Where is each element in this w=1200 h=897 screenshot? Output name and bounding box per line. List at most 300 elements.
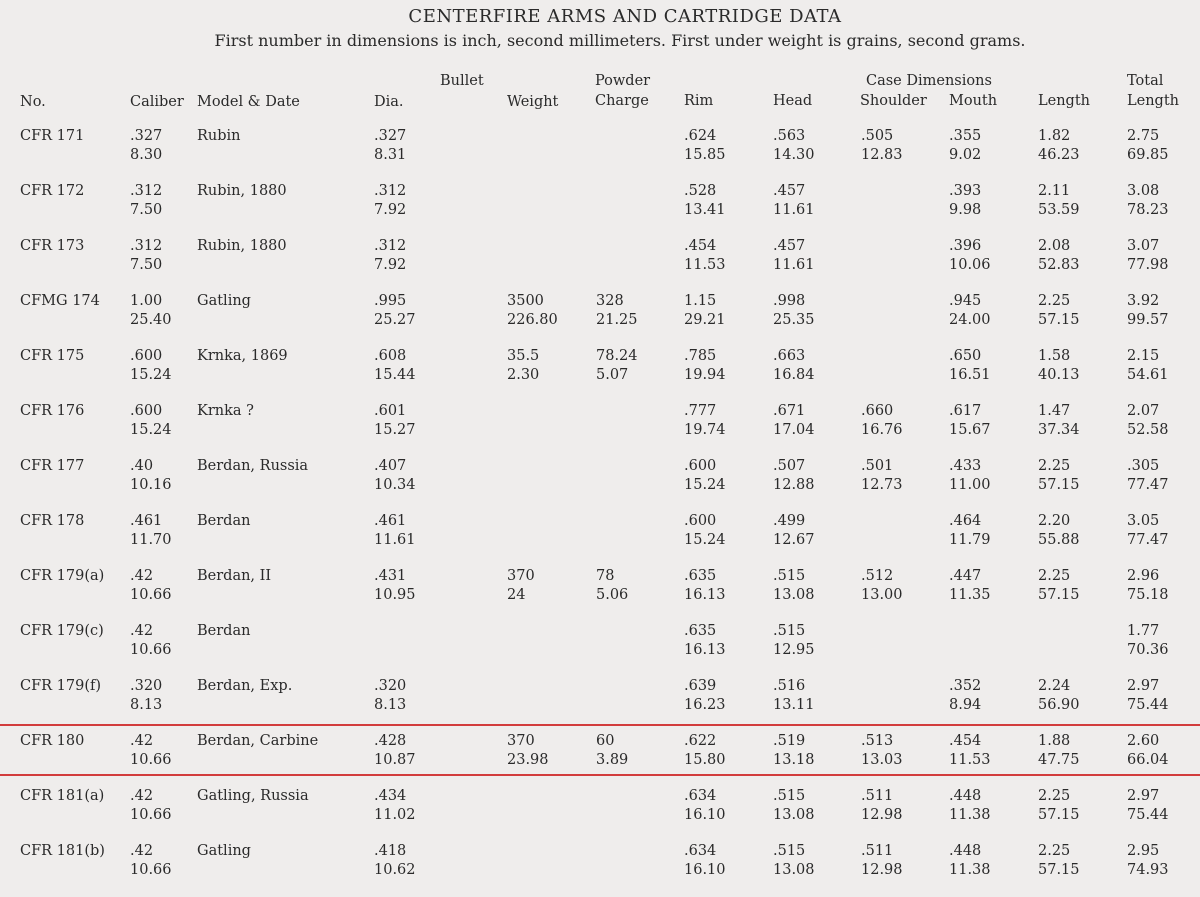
cell-length-metric: 57.15: [1038, 807, 1080, 823]
cell-model-value: Berdan, Exp.: [197, 678, 293, 694]
cell-dia: [374, 182, 406, 220]
cell-no: [20, 677, 101, 696]
cell-mouth: [949, 457, 991, 495]
cell-model-value: Berdan, Carbine: [197, 733, 319, 749]
cell-rim-inch: .639: [684, 678, 717, 694]
cell-dia-metric: 15.27: [374, 422, 416, 438]
cell-length-inch: 1.88: [1038, 733, 1071, 749]
cell-length-inch: 2.20: [1038, 513, 1071, 529]
cell-weight-inch: 3500: [507, 293, 544, 309]
cell-length-inch: 2.25: [1038, 788, 1071, 804]
cell-total-length-inch: 3.08: [1127, 183, 1160, 199]
cell-total-length: [1127, 842, 1169, 880]
cell-shoulder-inch: .511: [861, 843, 894, 859]
cell-length-metric: 47.75: [1038, 752, 1080, 768]
cell-head-inch: .671: [773, 403, 806, 419]
cell-caliber-metric: 15.24: [130, 367, 172, 383]
cell-total-length: [1127, 237, 1169, 275]
cell-mouth-inch: .945: [949, 293, 982, 309]
cell-caliber-inch: .600: [130, 403, 163, 419]
cell-rim: [684, 622, 726, 660]
cell-dia: [374, 457, 416, 495]
cell-powder-charge-inch: 78.24: [596, 348, 638, 364]
cell-total-length: [1127, 457, 1169, 495]
cell-dia-metric: 7.92: [374, 257, 407, 273]
cell-head-inch: .998: [773, 293, 806, 309]
table-row: [0, 787, 1200, 833]
cell-length: [1038, 127, 1080, 165]
cell-caliber: [130, 182, 162, 220]
cell-rim-inch: 1.15: [684, 293, 717, 309]
cell-caliber-inch: .461: [130, 513, 163, 529]
highlight-top-line: [0, 724, 1200, 726]
table-row: [0, 292, 1200, 338]
cell-mouth-metric: 16.51: [949, 367, 991, 383]
cell-total-length-metric: 75.44: [1127, 697, 1169, 713]
cell-mouth-inch: .454: [949, 733, 982, 749]
cell-caliber: [130, 732, 172, 770]
cell-mouth-inch: .448: [949, 843, 982, 859]
cell-rim: [684, 842, 726, 880]
table-row: [0, 127, 1200, 173]
cell-caliber-metric: 10.66: [130, 642, 172, 658]
cell-total-length: [1127, 402, 1169, 440]
cell-rim: [684, 787, 726, 825]
cell-dia-metric: 10.34: [374, 477, 416, 493]
cell-total-length: [1127, 677, 1169, 715]
cell-length: [1038, 402, 1080, 440]
cell-mouth-inch: .355: [949, 128, 982, 144]
cell-mouth-metric: 11.38: [949, 807, 991, 823]
cell-head-inch: .519: [773, 733, 806, 749]
cell-dia-inch: .431: [374, 568, 407, 584]
cell-mouth-metric: 11.53: [949, 752, 991, 768]
cell-head-metric: 13.11: [773, 697, 815, 713]
cell-rim: [684, 402, 726, 440]
cell-model-value: Berdan, II: [197, 568, 272, 584]
cell-total-length-inch: 2.15: [1127, 348, 1160, 364]
cell-total-length: [1127, 182, 1169, 220]
cell-weight-metric: 226.80: [507, 312, 558, 328]
cell-caliber: [130, 512, 172, 550]
cell-rim-metric: 16.13: [684, 642, 726, 658]
cell-caliber-metric: 8.13: [130, 697, 163, 713]
cell-length: [1038, 457, 1080, 495]
cell-head-inch: .516: [773, 678, 806, 694]
cell-no: [20, 787, 104, 806]
cell-model: [197, 347, 288, 366]
cell-caliber-metric: 10.66: [130, 752, 172, 768]
cell-head-metric: 12.95: [773, 642, 815, 658]
table-row: [0, 622, 1200, 668]
cell-no-value: CFR 177: [20, 458, 85, 474]
cell-rim-inch: .624: [684, 128, 717, 144]
cell-head: [773, 182, 815, 220]
cell-caliber-inch: .600: [130, 348, 163, 364]
cell-mouth-metric: 8.94: [949, 697, 982, 713]
cell-caliber-inch: .42: [130, 733, 154, 749]
cell-mouth-inch: .433: [949, 458, 982, 474]
cell-dia-inch: .434: [374, 788, 407, 804]
cell-length: [1038, 512, 1080, 550]
header-shoulder: Shoulder: [860, 93, 927, 109]
cell-no-value: CFR 173: [20, 238, 85, 254]
cell-no-value: CFR 176: [20, 403, 85, 419]
cell-caliber-metric: 10.66: [130, 587, 172, 603]
cell-powder-charge-metric: 5.07: [596, 367, 629, 383]
cell-weight-metric: 24: [507, 587, 526, 603]
cell-rim-metric: 16.13: [684, 587, 726, 603]
cell-rim-metric: 15.24: [684, 532, 726, 548]
table-row: [0, 567, 1200, 613]
cell-head: [773, 512, 815, 550]
cell-no: [20, 622, 104, 641]
cell-length: [1038, 567, 1080, 605]
cell-model-value: Rubin, 1880: [197, 238, 287, 254]
cell-rim: [684, 347, 726, 385]
cell-dia-inch: .461: [374, 513, 407, 529]
cell-length: [1038, 732, 1080, 770]
cell-dia-inch: .312: [374, 238, 407, 254]
cell-total-length: [1127, 347, 1169, 385]
cell-total-length: [1127, 127, 1169, 165]
cell-dia-inch: .601: [374, 403, 407, 419]
cell-head: [773, 292, 815, 330]
cell-caliber-metric: 25.40: [130, 312, 172, 328]
cell-dia-metric: 25.27: [374, 312, 416, 328]
cell-total-length-metric: 66.04: [1127, 752, 1169, 768]
cell-mouth-inch: .617: [949, 403, 982, 419]
cell-mouth-metric: 15.67: [949, 422, 991, 438]
cell-model: [197, 457, 308, 476]
cell-no: [20, 512, 84, 531]
cell-caliber: [130, 237, 162, 275]
cell-model: [197, 842, 251, 861]
page-title: CENTERFIRE ARMS AND CARTRIDGE DATA: [408, 6, 842, 27]
cell-length-inch: 2.24: [1038, 678, 1071, 694]
cell-length-inch: 1.58: [1038, 348, 1071, 364]
cell-no: [20, 182, 84, 201]
cell-length-inch: 2.25: [1038, 458, 1071, 474]
header-total: Total: [1127, 73, 1164, 89]
cell-rim: [684, 292, 726, 330]
cell-powder-charge: [596, 567, 628, 605]
cell-total-length: [1127, 787, 1169, 825]
cell-head-metric: 16.84: [773, 367, 815, 383]
cell-head-metric: 12.67: [773, 532, 815, 548]
cell-length-metric: 57.15: [1038, 477, 1080, 493]
cell-weight-inch: 35.5: [507, 348, 540, 364]
cell-powder-charge-metric: 5.06: [596, 587, 629, 603]
cell-dia: [374, 402, 416, 440]
cell-dia: [374, 512, 416, 550]
cell-rim-inch: .600: [684, 513, 717, 529]
cell-mouth-inch: .393: [949, 183, 982, 199]
cell-no-value: CFMG 174: [20, 293, 100, 309]
cell-powder-charge: [596, 347, 638, 385]
cell-no-value: CFR 181(a): [20, 788, 105, 804]
cell-shoulder-metric: 12.98: [861, 807, 903, 823]
cell-total-length-metric: 74.93: [1127, 862, 1169, 878]
cell-no: [20, 237, 84, 256]
cell-total-length: [1127, 732, 1169, 770]
cell-shoulder-metric: 13.00: [861, 587, 903, 603]
cell-powder-charge: [596, 732, 628, 770]
cell-mouth: [949, 567, 991, 605]
cell-total-length-metric: 78.23: [1127, 202, 1169, 218]
table-row: [0, 457, 1200, 503]
header-charge: Charge: [595, 93, 649, 109]
cell-total-length-metric: 52.58: [1127, 422, 1169, 438]
cell-model-value: Gatling, Russia: [197, 788, 309, 804]
cell-length: [1038, 237, 1080, 275]
cell-no: [20, 732, 84, 751]
cell-length: [1038, 677, 1080, 715]
cell-no: [20, 842, 105, 861]
cell-caliber-metric: 7.50: [130, 202, 163, 218]
cell-dia-inch: .608: [374, 348, 407, 364]
cell-dia-metric: 10.87: [374, 752, 416, 768]
cell-dia-inch: .327: [374, 128, 407, 144]
cell-caliber: [130, 292, 172, 330]
cell-shoulder-inch: .511: [861, 788, 894, 804]
cell-head-inch: .515: [773, 788, 806, 804]
table-row: [0, 182, 1200, 228]
cell-weight: [507, 347, 539, 385]
highlight-bottom-line: [0, 774, 1200, 776]
cell-caliber-metric: 10.16: [130, 477, 172, 493]
cell-length-inch: 2.25: [1038, 293, 1071, 309]
cell-rim-metric: 19.94: [684, 367, 726, 383]
cell-model: [197, 512, 250, 531]
cell-length-metric: 53.59: [1038, 202, 1080, 218]
cell-model: [197, 732, 318, 751]
cell-dia-inch: .407: [374, 458, 407, 474]
cell-weight-metric: 2.30: [507, 367, 540, 383]
cell-mouth-inch: .448: [949, 788, 982, 804]
cell-total-length: [1127, 622, 1169, 660]
cell-powder-charge-inch: 78: [596, 568, 615, 584]
cell-model: [197, 127, 241, 146]
cell-head-inch: .507: [773, 458, 806, 474]
cell-rim: [684, 567, 726, 605]
cell-length-inch: 2.08: [1038, 238, 1071, 254]
header-model: Model & Date: [197, 94, 300, 110]
cell-shoulder: [861, 842, 903, 880]
header-dia: Dia.: [374, 94, 404, 110]
cell-rim-metric: 15.85: [684, 147, 726, 163]
cell-head-inch: .515: [773, 568, 806, 584]
table-row: [0, 237, 1200, 283]
cell-caliber: [130, 402, 172, 440]
cell-dia-metric: 10.95: [374, 587, 416, 603]
cell-shoulder: [861, 457, 903, 495]
table-row: [0, 512, 1200, 558]
cell-rim: [684, 182, 726, 220]
cell-total-length-inch: 2.95: [1127, 843, 1160, 859]
cell-head-inch: .457: [773, 183, 806, 199]
cell-mouth-metric: 9.98: [949, 202, 982, 218]
cell-mouth: [949, 347, 991, 385]
cell-total-length-metric: 75.44: [1127, 807, 1169, 823]
cell-length-inch: 1.47: [1038, 403, 1071, 419]
cell-dia-metric: 7.92: [374, 202, 407, 218]
cell-dia: [374, 567, 416, 605]
cell-weight: [507, 732, 549, 770]
cell-length-metric: 37.34: [1038, 422, 1080, 438]
cell-no-value: CFR 179(a): [20, 568, 105, 584]
cell-head-metric: 13.18: [773, 752, 815, 768]
cell-mouth-inch: .464: [949, 513, 982, 529]
cell-rim-inch: .634: [684, 788, 717, 804]
cell-head: [773, 842, 815, 880]
cell-dia: [374, 127, 406, 165]
cell-dia-metric: 11.61: [374, 532, 416, 548]
header-weight: Weight: [507, 94, 559, 110]
cell-dia-inch: .995: [374, 293, 407, 309]
cell-head-metric: 12.88: [773, 477, 815, 493]
cell-total-length: [1127, 567, 1169, 605]
cell-rim-inch: .622: [684, 733, 717, 749]
cell-caliber: [130, 677, 162, 715]
cell-head-metric: 25.35: [773, 312, 815, 328]
cell-mouth: [949, 677, 981, 715]
table-row: [0, 842, 1200, 888]
cell-head: [773, 127, 815, 165]
cell-shoulder: [861, 402, 903, 440]
cell-rim-metric: 13.41: [684, 202, 726, 218]
page-subtitle: First number in dimensions is inch, second millimeters. First under weight is grains, second grams.: [214, 31, 1026, 50]
cell-no: [20, 402, 84, 421]
cell-mouth-metric: 9.02: [949, 147, 982, 163]
cell-caliber-metric: 7.50: [130, 257, 163, 273]
cell-no: [20, 347, 84, 366]
cell-length-metric: 56.90: [1038, 697, 1080, 713]
cell-total-length-inch: 3.05: [1127, 513, 1160, 529]
cell-mouth-inch: .396: [949, 238, 982, 254]
cell-shoulder-metric: 12.98: [861, 862, 903, 878]
cell-total-length-metric: 54.61: [1127, 367, 1169, 383]
header-bullet-group: Bullet: [440, 73, 484, 89]
table-row: [0, 402, 1200, 448]
cell-total-length-metric: 70.36: [1127, 642, 1169, 658]
cell-caliber-inch: .42: [130, 568, 154, 584]
cell-no-value: CFR 178: [20, 513, 85, 529]
cell-no-value: CFR 175: [20, 348, 85, 364]
cell-length: [1038, 292, 1080, 330]
header-head: Head: [773, 93, 813, 109]
cell-dia: [374, 292, 416, 330]
cell-rim-metric: 11.53: [684, 257, 726, 273]
cell-head-inch: .499: [773, 513, 806, 529]
cell-no-value: CFR 171: [20, 128, 85, 144]
cell-model-value: Rubin, 1880: [197, 183, 287, 199]
cell-rim: [684, 457, 726, 495]
cell-model: [197, 237, 287, 256]
cell-caliber-inch: .40: [130, 458, 154, 474]
cell-mouth-metric: 11.38: [949, 862, 991, 878]
cell-total-length-inch: 2.97: [1127, 788, 1160, 804]
header-total-length: Length: [1127, 93, 1179, 109]
cell-caliber-inch: .320: [130, 678, 163, 694]
cell-rim-metric: 16.23: [684, 697, 726, 713]
cell-weight-inch: 370: [507, 733, 535, 749]
cell-total-length-inch: 2.07: [1127, 403, 1160, 419]
cell-model-value: Rubin: [197, 128, 241, 144]
cell-powder-charge-metric: 3.89: [596, 752, 629, 768]
cell-caliber-inch: .312: [130, 183, 163, 199]
cell-total-length-metric: 77.98: [1127, 257, 1169, 273]
cell-head-metric: 11.61: [773, 202, 815, 218]
cell-dia-inch: .418: [374, 843, 407, 859]
cell-caliber: [130, 787, 172, 825]
cell-shoulder-metric: 13.03: [861, 752, 903, 768]
cell-caliber: [130, 457, 172, 495]
cell-total-length-inch: 2.75: [1127, 128, 1160, 144]
cell-length: [1038, 787, 1080, 825]
header-powder: Powder: [595, 73, 651, 89]
cell-shoulder-inch: .660: [861, 403, 894, 419]
cell-total-length-metric: 99.57: [1127, 312, 1169, 328]
cell-model-value: Krnka, 1869: [197, 348, 288, 364]
cell-rim-metric: 19.74: [684, 422, 726, 438]
cell-model-value: Gatling: [197, 843, 251, 859]
cell-head: [773, 787, 815, 825]
cell-mouth-metric: 11.35: [949, 587, 991, 603]
header-mouth: Mouth: [949, 93, 998, 109]
cell-head: [773, 347, 815, 385]
cell-head: [773, 402, 815, 440]
cell-length-metric: 57.15: [1038, 587, 1080, 603]
cell-rim-inch: .528: [684, 183, 717, 199]
cell-total-length-inch: 2.97: [1127, 678, 1160, 694]
cell-rim-inch: .785: [684, 348, 717, 364]
table-row: [0, 347, 1200, 393]
cell-model-value: Berdan, Russia: [197, 458, 309, 474]
header-caliber: Caliber: [130, 94, 184, 110]
cell-total-length-inch: 1.77: [1127, 623, 1160, 639]
cell-dia: [374, 787, 416, 825]
cell-mouth-inch: .352: [949, 678, 982, 694]
cell-model-value: Gatling: [197, 293, 251, 309]
cell-caliber: [130, 127, 162, 165]
cell-mouth-metric: 24.00: [949, 312, 991, 328]
cell-head: [773, 237, 815, 275]
table-row: [0, 677, 1200, 723]
cell-rim-inch: .634: [684, 843, 717, 859]
cell-total-length-inch: 3.07: [1127, 238, 1160, 254]
cell-length: [1038, 182, 1080, 220]
cell-model-value: Berdan: [197, 513, 251, 529]
cell-dia-inch: .312: [374, 183, 407, 199]
cell-mouth: [949, 402, 991, 440]
cell-mouth-metric: 10.06: [949, 257, 991, 273]
cell-length-inch: 2.11: [1038, 183, 1071, 199]
cell-head-inch: .515: [773, 623, 806, 639]
cell-shoulder-inch: .512: [861, 568, 894, 584]
cell-no-value: CFR 180: [20, 733, 85, 749]
cell-no-value: CFR 179(c): [20, 623, 104, 639]
cell-length-inch: 1.82: [1038, 128, 1071, 144]
cell-rim-metric: 29.21: [684, 312, 726, 328]
cell-total-length: [1127, 292, 1169, 330]
cell-dia-metric: 10.62: [374, 862, 416, 878]
cell-rim: [684, 127, 726, 165]
cell-rim-inch: .635: [684, 568, 717, 584]
cell-mouth: [949, 237, 991, 275]
cell-mouth: [949, 732, 991, 770]
cell-mouth-inch: .650: [949, 348, 982, 364]
